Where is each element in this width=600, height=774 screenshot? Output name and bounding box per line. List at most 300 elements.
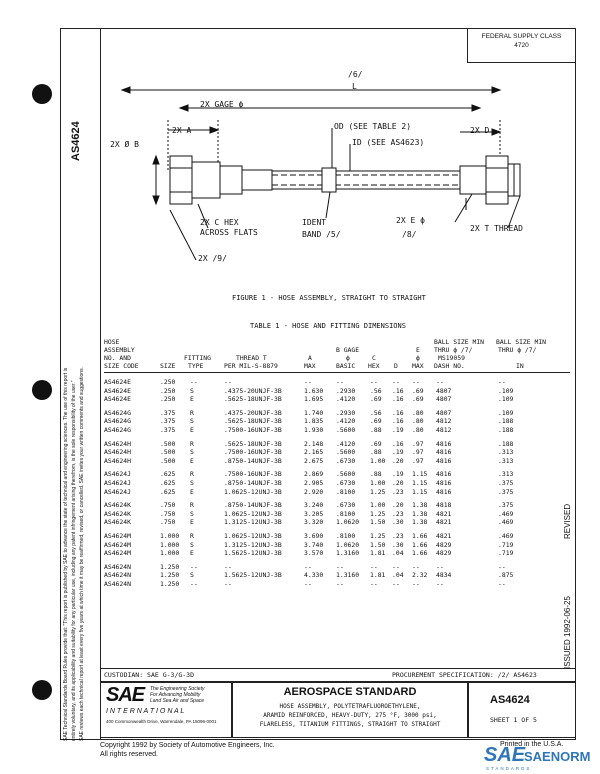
cell-fitting-type: E: [190, 426, 194, 434]
cell-size: .375: [160, 426, 176, 434]
cell-a-max: --: [304, 378, 312, 386]
cell-fitting-type: S: [190, 448, 194, 457]
cell-fitting-type: S: [190, 417, 194, 426]
cell-fitting-type: --: [190, 580, 198, 588]
cell-size: 1.000: [160, 540, 180, 549]
cell-e-max: 1.38: [412, 509, 428, 518]
cell-ms-dash: 4816: [436, 439, 452, 448]
cell-b-basic: .6730: [336, 479, 356, 487]
hdr-c-1: C: [372, 354, 376, 362]
cell-ball-in: .109: [498, 408, 514, 417]
table-row: [104, 426, 574, 435]
cell-thread: 1.3125-12UNJ-3B: [224, 518, 282, 527]
sheet-number: SHEET 1 OF 5: [490, 716, 537, 724]
cell-e-max: .69: [412, 395, 424, 404]
cell-c-hex: .56: [370, 408, 382, 417]
issued-label: ISSUED 1992-06-25: [563, 596, 572, 669]
cell-ball-in: --: [498, 562, 506, 571]
cell-hose-no: AS4624K: [104, 518, 131, 527]
cell-thread: .8750-14UNJF-3B: [224, 501, 282, 510]
cell-hose-no: AS4624M: [104, 540, 131, 549]
cell-fitting-type: R: [190, 439, 194, 448]
cell-a-max: 3.570: [304, 549, 324, 558]
copyright-line-1: Copyright 1992 by Society of Automotive Engineers, Inc.: [100, 742, 275, 749]
cell-thread: --: [224, 580, 232, 588]
cell-a-max: 4.330: [304, 571, 324, 580]
cell-d: .16: [392, 439, 404, 448]
cell-thread: .5625-18UNJF-3B: [224, 439, 282, 448]
hdr-ball1-3: MS19059: [438, 354, 465, 362]
left-sidebar: [60, 28, 100, 740]
cell-c-hex: 1.50: [370, 540, 386, 549]
hdr-a-2: MAX: [304, 362, 316, 370]
cell-e-max: .80: [412, 426, 424, 434]
label-d: 2X D: [470, 126, 490, 135]
cell-thread: 1.0625-12UNJ-3B: [224, 487, 282, 496]
cell-thread: .8750-14UNJF-3B: [224, 479, 282, 487]
cell-ball-in: .188: [498, 439, 514, 448]
cell-a-max: 2.165: [304, 448, 324, 457]
doc-number-box: [468, 682, 576, 738]
cell-c-hex: .88: [370, 448, 382, 457]
cell-d: .04: [392, 549, 404, 558]
label-across-flats: ACROSS FLATS: [200, 228, 258, 237]
cell-size: .250: [160, 395, 176, 404]
cell-c-hex: 1.50: [370, 518, 386, 527]
cell-fitting-type: S: [190, 509, 194, 518]
cell-b-basic: --: [336, 580, 344, 588]
cell-hose-no: AS4624E: [104, 395, 131, 404]
cell-d: .20: [392, 479, 404, 487]
cell-d: .30: [392, 518, 404, 527]
cell-fitting-type: S: [190, 479, 194, 487]
cell-e-max: 1.38: [412, 501, 428, 510]
cell-c-hex: 1.81: [370, 571, 386, 580]
sae-logo: SAE: [106, 684, 145, 706]
cell-a-max: 3.320: [304, 518, 324, 527]
cell-hose-no: AS4624J: [104, 479, 131, 487]
cell-fitting-type: S: [190, 386, 194, 395]
cell-hose-no: AS4624N: [104, 580, 131, 588]
description-line-3: FLARELESS, TITANIUM FITTINGS, STRAIGHT TO STRAIGHT: [259, 721, 441, 728]
federal-supply-class-box: [467, 29, 575, 63]
cell-fitting-type: E: [190, 549, 194, 558]
cell-fitting-type: E: [190, 487, 194, 496]
hdr-thread-2: PER MIL-S-8879: [224, 362, 278, 370]
cell-ball-in: .313: [498, 448, 514, 457]
hdr-hose-3: NO. AND: [104, 354, 131, 362]
cell-d: .30: [392, 540, 404, 549]
cell-e-max: 2.32: [412, 571, 428, 580]
cell-ms-dash: --: [436, 580, 444, 588]
cell-a-max: 1.630: [304, 386, 324, 395]
hdr-thread-1: THREAD T: [236, 354, 267, 362]
cell-a-max: 2.148: [304, 439, 324, 448]
cell-a-max: 2.905: [304, 479, 324, 487]
cell-b-basic: .4120: [336, 417, 356, 426]
cell-hose-no: AS4624G: [104, 408, 131, 417]
hdr-e-3: MAX: [412, 362, 424, 370]
cell-ms-dash: 4816: [436, 479, 452, 487]
cell-ms-dash: 4821: [436, 532, 452, 540]
cell-size: .500: [160, 448, 176, 457]
cell-ball-in: .719: [498, 549, 514, 558]
label-ident: IDENT: [302, 218, 327, 227]
cell-hose-no: AS4624H: [104, 456, 131, 465]
cell-size: .750: [160, 509, 176, 518]
cell-c-hex: --: [370, 562, 378, 571]
cell-fitting-type: S: [190, 540, 194, 549]
cell-size: .500: [160, 456, 176, 465]
cell-b-basic: --: [336, 562, 344, 571]
cell-size: .250: [160, 378, 176, 386]
cell-fitting-type: E: [190, 395, 194, 404]
cell-size: 1.250: [160, 571, 180, 580]
hdr-c-2: HEX: [368, 362, 380, 370]
cell-size: .750: [160, 501, 176, 510]
standard-title: AEROSPACE STANDARD: [283, 686, 417, 698]
cell-ms-dash: --: [436, 562, 444, 571]
cell-thread: --: [224, 562, 232, 571]
cell-thread: 1.5625-12UNJ-3B: [224, 549, 282, 558]
cell-d: .19: [392, 426, 404, 434]
cell-thread: 1.3125-12UNJ-3B: [224, 540, 282, 549]
cell-size: .625: [160, 470, 176, 479]
cell-size: 1.000: [160, 532, 180, 540]
cell-c-hex: 1.00: [370, 501, 386, 510]
cell-ball-in: .469: [498, 509, 514, 518]
cell-b-basic: 1.3160: [336, 549, 360, 558]
hdr-ball2-2: THRU ϕ /7/: [498, 346, 537, 354]
cell-size: .500: [160, 439, 176, 448]
cell-e-max: --: [412, 378, 420, 386]
hdr-hose-4: SIZE CODE: [104, 362, 139, 370]
cell-c-hex: --: [370, 580, 378, 588]
cell-b-basic: .8100: [336, 532, 356, 540]
copyright-line-2: All rights reserved.: [100, 751, 158, 758]
cell-ms-dash: 4829: [436, 540, 452, 549]
cell-fitting-type: E: [190, 456, 194, 465]
label-band: BAND /5/: [302, 230, 341, 239]
cell-b-basic: .6730: [336, 501, 356, 510]
cell-ball-in: --: [498, 580, 506, 588]
side-notice-line-1: SAE Technical Standards Board Rules provide that: "This report is published by SAE to advance the state of technical and engineering sciences. The use of this report is: [63, 367, 69, 741]
cell-size: 1.000: [160, 549, 180, 558]
label-id: ID (SEE AS4623): [352, 138, 425, 147]
cell-hose-no: AS4624G: [104, 426, 131, 434]
hdr-b-2: ϕ: [346, 354, 350, 362]
cell-c-hex: .88: [370, 426, 382, 434]
cell-b-basic: 1.3160: [336, 571, 360, 580]
cell-b-basic: .2930: [336, 386, 356, 395]
cell-b-basic: .8100: [336, 509, 356, 518]
cell-thread: .4375-20UNJF-3B: [224, 386, 282, 395]
cell-ms-dash: 4816: [436, 456, 452, 465]
cell-c-hex: 1.00: [370, 456, 386, 465]
cell-size: .625: [160, 479, 176, 487]
cell-e-max: .80: [412, 408, 424, 417]
cell-thread: .4375-20UNJF-3B: [224, 408, 282, 417]
watermark-text: SAENORM: [524, 749, 591, 764]
cell-fitting-type: E: [190, 518, 194, 527]
ident-band: [322, 168, 336, 192]
cell-e-max: 1.15: [412, 479, 428, 487]
cell-size: .250: [160, 386, 176, 395]
cell-a-max: 3.240: [304, 501, 324, 510]
cell-ms-dash: 4816: [436, 470, 452, 479]
cell-ms-dash: 4807: [436, 386, 452, 395]
cell-thread: 1.0625-12UNJ-3B: [224, 509, 282, 518]
cell-size: 1.250: [160, 580, 180, 588]
hdr-hose-1: HOSE: [104, 338, 120, 346]
cell-c-hex: 1.25: [370, 532, 386, 540]
binder-hole-bottom: [32, 680, 52, 700]
cell-hose-no: AS4624N: [104, 562, 131, 571]
cell-b-basic: .5600: [336, 448, 356, 457]
hdr-e-1: E: [416, 346, 420, 354]
cell-fitting-type: R: [190, 470, 194, 479]
hdr-b-3: BASIC: [336, 362, 356, 370]
cell-hose-no: AS4624E: [104, 386, 131, 395]
cell-d: --: [392, 378, 400, 386]
cell-d: --: [392, 562, 400, 571]
cell-d: .20: [392, 456, 404, 465]
right-fitting-body: [460, 166, 486, 194]
table-row: [104, 488, 574, 497]
cell-hose-no: AS4624H: [104, 448, 131, 457]
cell-e-max: --: [412, 562, 420, 571]
doc-number-title-block: AS4624: [490, 694, 530, 706]
cell-hose-no: AS4624E: [104, 378, 131, 386]
cell-size: .625: [160, 487, 176, 496]
label-l: L: [352, 82, 357, 91]
cell-d: .20: [392, 501, 404, 510]
fsc-value: 4720: [514, 42, 529, 49]
label-r9: 2X /9/: [198, 254, 227, 263]
label-thread: 2X T THREAD: [470, 224, 523, 233]
cell-b-basic: .4120: [336, 395, 356, 404]
cell-a-max: 3.740: [304, 540, 324, 549]
cell-ball-in: .188: [498, 426, 514, 434]
cell-b-basic: .4120: [336, 439, 356, 448]
cell-ms-dash: 4821: [436, 518, 452, 527]
cell-fitting-type: R: [190, 501, 194, 510]
cell-thread: --: [224, 378, 232, 386]
hose-body: [272, 171, 460, 189]
figure-caption: FIGURE 1 - HOSE ASSEMBLY, STRAIGHT TO STRAIGHT: [232, 294, 426, 302]
cell-size: .375: [160, 408, 176, 417]
watermark-logo: SAE: [484, 744, 526, 766]
hdr-ball1-4: DASH NO.: [434, 362, 465, 370]
cell-hose-no: AS4624H: [104, 439, 131, 448]
cell-e-max: 1.38: [412, 518, 428, 527]
cell-a-max: 3.205: [304, 509, 324, 518]
cell-a-max: 2.675: [304, 456, 324, 465]
cell-e-max: .97: [412, 456, 424, 465]
cell-thread: .7500-16UNJF-3B: [224, 426, 282, 434]
cell-c-hex: 1.00: [370, 479, 386, 487]
sae-international: I N T E R N A T I O N A L: [106, 708, 185, 715]
cell-d: .16: [392, 408, 404, 417]
cell-ms-dash: 4829: [436, 549, 452, 558]
cell-d: .16: [392, 417, 404, 426]
cell-size: 1.250: [160, 562, 180, 571]
hdr-a-1: A: [308, 354, 312, 362]
cell-c-hex: .69: [370, 395, 382, 404]
cell-d: .19: [392, 470, 404, 479]
hdr-ball1-1: BALL SIZE MIN: [434, 338, 485, 346]
cell-a-max: 1.930: [304, 426, 324, 434]
cell-a-max: 2.920: [304, 487, 324, 496]
binder-hole-top: [32, 84, 52, 104]
right-fitting-hex: [486, 156, 508, 204]
label-od: OD (SEE TABLE 2): [334, 122, 412, 131]
cell-hose-no: AS4624J: [104, 487, 131, 496]
cell-size: .375: [160, 417, 176, 426]
cell-ms-dash: 4821: [436, 509, 452, 518]
fsc-label: FEDERAL SUPPLY CLASS: [481, 33, 562, 40]
cell-hose-no: AS4624M: [104, 532, 131, 540]
cell-d: .16: [392, 395, 404, 404]
label-a: 2X A: [172, 126, 192, 135]
table-row: [104, 457, 574, 466]
side-notice-line-3: SAE reviews each technical report at least every five years at which time it may be reaffirmed, revised, or cancelled. SAE invites your written comments and suggestions.: [79, 367, 85, 741]
cell-b-basic: 1.0620: [336, 518, 360, 527]
cell-c-hex: 1.25: [370, 487, 386, 496]
cell-c-hex: .56: [370, 386, 382, 395]
cell-c-hex: .69: [370, 417, 382, 426]
revised-label: REVISED: [563, 503, 572, 539]
cell-thread: .7500-16UNJF-3B: [224, 448, 282, 457]
cell-c-hex: --: [370, 378, 378, 386]
label-l6: /6/: [348, 70, 363, 79]
cell-d: .16: [392, 386, 404, 395]
hdr-fitting-1: FITTING: [184, 354, 211, 362]
cell-fitting-type: S: [190, 571, 194, 580]
label-e: 2X E ϕ: [396, 216, 425, 225]
cell-c-hex: 1.81: [370, 549, 386, 558]
hdr-ball1-2: THRU ϕ /7/: [434, 346, 473, 354]
cell-d: .23: [392, 509, 404, 518]
hdr-b-1: B GAGE: [336, 346, 360, 354]
cell-size: .750: [160, 518, 176, 527]
cell-e-max: 1.15: [412, 470, 428, 479]
sae-society-1: The Engineering Society: [150, 686, 205, 692]
cell-d: .04: [392, 571, 404, 580]
sidebar-doc-number: AS4624: [70, 121, 82, 161]
cell-a-max: --: [304, 562, 312, 571]
cell-thread: .7500-16UNJF-3B: [224, 470, 282, 479]
cell-e-max: 1.66: [412, 540, 428, 549]
cell-ms-dash: 4816: [436, 487, 452, 496]
cell-ms-dash: 4818: [436, 501, 452, 510]
cell-ms-dash: --: [436, 378, 444, 386]
printed-in-usa: Printed in the U.S.A.: [500, 741, 564, 748]
cell-ms-dash: 4807: [436, 395, 452, 404]
cell-ball-in: --: [498, 378, 506, 386]
cell-a-max: 1.835: [304, 417, 324, 426]
cell-e-max: 1.66: [412, 532, 428, 540]
label-b: 2X Ø B: [110, 140, 139, 149]
hdr-hose-2: ASSEMBLY: [104, 346, 135, 354]
cell-e-max: .97: [412, 439, 424, 448]
table-row: [104, 395, 574, 404]
table-row: [104, 549, 574, 558]
cell-hose-no: AS4624J: [104, 470, 131, 479]
cell-fitting-type: R: [190, 408, 194, 417]
cell-b-basic: --: [336, 378, 344, 386]
cell-thread: .8750-14UNJF-3B: [224, 456, 282, 465]
left-fitting-body: [192, 162, 220, 198]
binder-hole-middle: [32, 380, 52, 400]
hdr-e-2: ϕ: [416, 354, 420, 362]
cell-ball-in: .313: [498, 456, 514, 465]
cell-ball-in: .875: [498, 571, 514, 580]
cell-hose-no: AS4624N: [104, 571, 131, 580]
cell-hose-no: AS4624M: [104, 549, 131, 558]
cell-e-max: --: [412, 580, 420, 588]
cell-ball-in: .313: [498, 470, 514, 479]
cell-ball-in: .375: [498, 501, 514, 510]
procurement-text: PROCUREMENT SPECIFICATION: /2/ AS4623: [392, 671, 537, 679]
cell-a-max: 1.695: [304, 395, 324, 404]
cell-ms-dash: 4816: [436, 448, 452, 457]
table-row: [104, 518, 574, 527]
hdr-ball2-4: IN: [516, 362, 524, 370]
cell-hose-no: AS4624G: [104, 417, 131, 426]
hdr-size: SIZE: [160, 362, 176, 370]
cell-c-hex: .69: [370, 439, 382, 448]
cell-d: .19: [392, 448, 404, 457]
cell-fitting-type: --: [190, 378, 198, 386]
cell-c-hex: .88: [370, 470, 382, 479]
hdr-ball2-1: BALL SIZE MIN: [496, 338, 547, 346]
label-hex: 2X C HEX: [200, 218, 239, 227]
watermark-sub: STANDARDS: [486, 766, 532, 771]
cell-c-hex: 1.25: [370, 509, 386, 518]
cell-thread: .5625-18UNJF-3B: [224, 417, 282, 426]
cell-ms-dash: 4812: [436, 417, 452, 426]
cell-ball-in: .469: [498, 532, 514, 540]
side-notice-line-2: entirely voluntary, and its applicability and suitability for any particular use, including any patent infringement arising therefrom, is the sole responsibility of the user.": [71, 380, 77, 741]
cell-ball-in: .375: [498, 487, 514, 496]
cell-ball-in: .719: [498, 540, 514, 549]
cell-ball-in: .469: [498, 518, 514, 527]
label-gage: 2X GAGE ϕ: [200, 100, 244, 109]
cell-b-basic: 1.0620: [336, 540, 360, 549]
sae-society-2: For Advancing Mobility: [150, 692, 201, 698]
cell-d: .23: [392, 487, 404, 496]
cell-b-basic: .2930: [336, 408, 356, 417]
cell-e-max: .97: [412, 448, 424, 457]
cell-ball-in: .109: [498, 386, 514, 395]
hose-assembly-drawing: [100, 60, 570, 290]
custodian-text: CUSTODIAN: SAE G-3/G-3D: [104, 671, 195, 679]
cell-thread: 1.5625-12UNJ-3B: [224, 571, 282, 580]
cell-thread: 1.0625-12UNJ-3B: [224, 532, 282, 540]
cell-ms-dash: 4812: [436, 426, 452, 434]
cell-e-max: .80: [412, 417, 424, 426]
cell-a-max: 2.869: [304, 470, 324, 479]
cell-a-max: 1.740: [304, 408, 324, 417]
cell-a-max: --: [304, 580, 312, 588]
cell-fitting-type: --: [190, 562, 198, 571]
description-line-1: HOSE ASSEMBLY, POLYTETRAFLUOROETHYLENE,: [279, 703, 421, 710]
cell-b-basic: .5600: [336, 426, 356, 434]
cell-hose-no: AS4624K: [104, 509, 131, 518]
header-rule: [104, 372, 570, 373]
cell-e-max: 1.15: [412, 487, 428, 496]
